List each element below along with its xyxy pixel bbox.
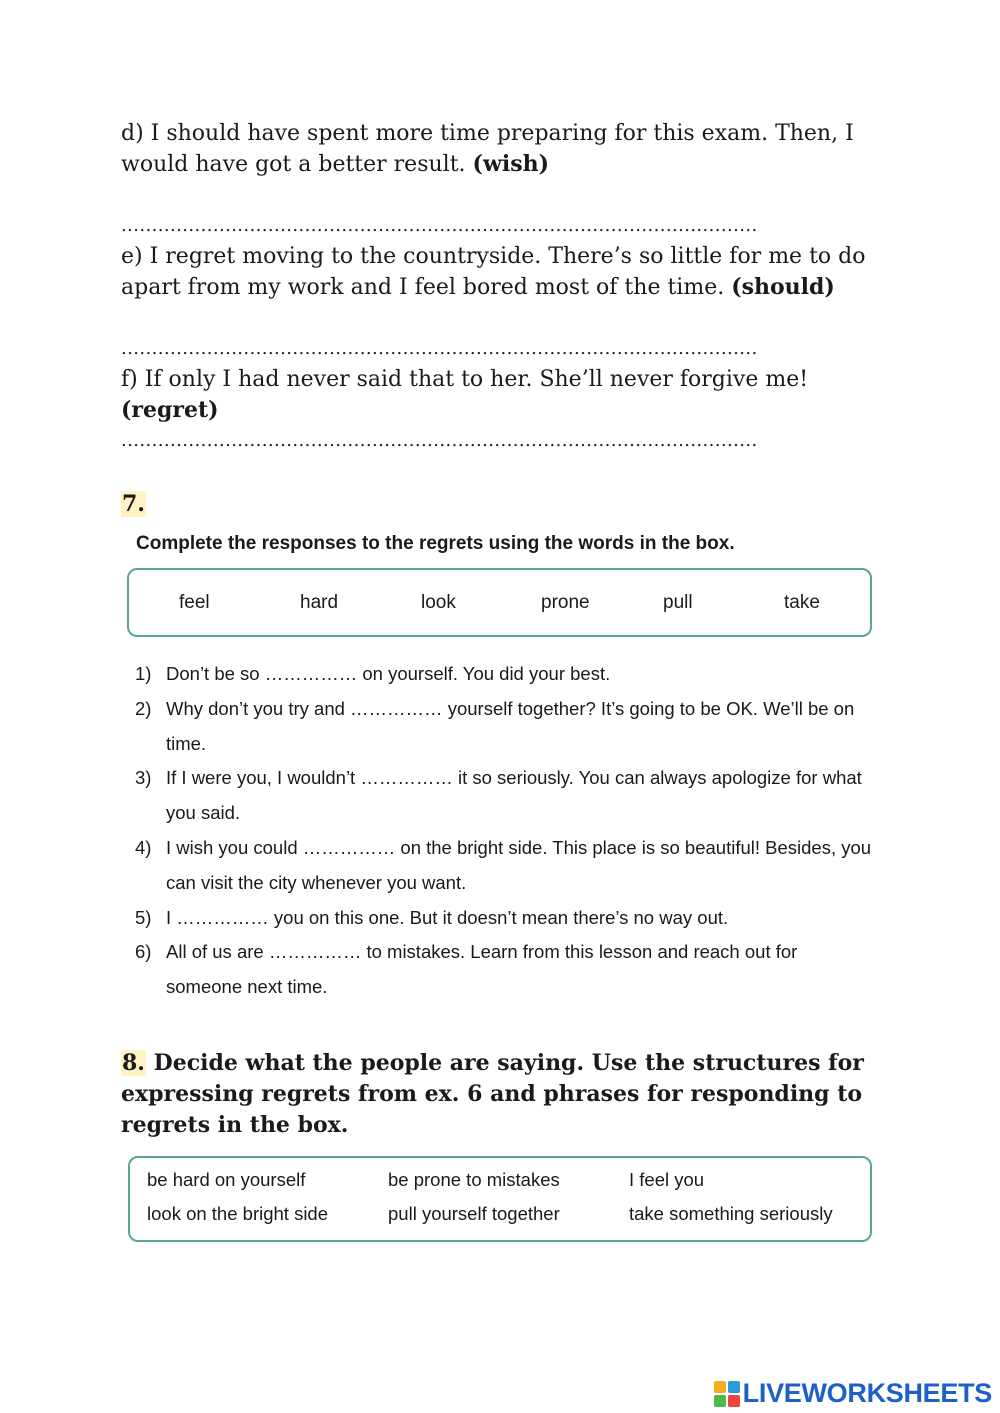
question-d-text: d) I should have spent more time preparing for this exam. Then, I would have got a better result.: [121, 121, 854, 177]
answer-line-d[interactable]: ........................................................................................................: [121, 215, 758, 236]
word-feel: feel: [179, 592, 210, 613]
word-prone: prone: [541, 592, 590, 613]
list-item: 2) Why don’t you try and …………… yourself together? It’s going to be OK. We’ll be on time.: [135, 697, 855, 754]
phrase-i-feel-you: I feel you: [629, 1169, 705, 1190]
exercise-7-number: 7.: [122, 491, 145, 517]
exercise-8-heading: [121, 1048, 881, 1141]
phrase-bright-side: look on the bright side: [147, 1203, 329, 1224]
exercise-7-list: [135, 657, 875, 1005]
word-hard: hard: [300, 592, 339, 613]
question-f: [121, 364, 881, 426]
question-e: [121, 241, 881, 303]
question-f-text: f) If only I had never said that to her. She’ll never forgive me!: [121, 367, 809, 392]
list-item: 4) I wish you could …………… on the bright side. This place is so beautiful! Besides, you can visit the city whenever you want.: [135, 836, 872, 893]
phrase-hard-on-yourself: be hard on yourself: [147, 1169, 306, 1190]
question-d: [121, 118, 881, 180]
word-look: look: [421, 592, 456, 613]
list-item: 1) Don’t be so …………… on yourself. You did your best.: [135, 663, 611, 684]
word-pull: pull: [663, 592, 693, 613]
question-e-keyword: (should): [731, 274, 835, 300]
word-take: take: [784, 592, 820, 613]
liveworksheets-icon: [714, 1381, 740, 1407]
phrase-pull-together: pull yourself together: [388, 1203, 560, 1224]
question-e-text: e) I regret moving to the countryside. There’s so little for me to do apart from my work and I feel bored most of the time.: [121, 244, 866, 300]
exercise-8-instruction: Decide what the people are saying. Use the structures for expressing regrets from ex. 6 and phrases for responding to regrets in the box.: [121, 1050, 864, 1138]
word-box: [127, 568, 872, 637]
answer-line-e[interactable]: ........................................................................................................: [121, 338, 758, 359]
list-item: 5) I …………… you on this one. But it doesn’t mean there’s no way out.: [135, 906, 729, 928]
answer-line-f[interactable]: ........................................................................................................: [121, 430, 758, 451]
list-item: 6) All of us are …………… to mistakes. Learn from this lesson and reach out for someone next time.: [135, 941, 798, 998]
phrase-prone-to-mistakes: be prone to mistakes: [388, 1169, 560, 1190]
exercise-8-number: 8.: [122, 1050, 145, 1076]
liveworksheets-logo: [714, 1378, 992, 1409]
phrase-box: [128, 1156, 872, 1242]
phrase-take-seriously: take something seriously: [629, 1203, 833, 1224]
question-d-keyword: (wish): [472, 151, 550, 177]
exercise-7-instruction: Complete the responses to the regrets using the words in the box.: [136, 533, 735, 554]
list-item: 3) If I were you, I wouldn’t …………… it so seriously. You can always apologize for what you said.: [135, 767, 862, 824]
liveworksheets-text: LIVEWORKSHEETS: [742, 1378, 992, 1408]
question-f-keyword: (regret): [121, 397, 219, 423]
